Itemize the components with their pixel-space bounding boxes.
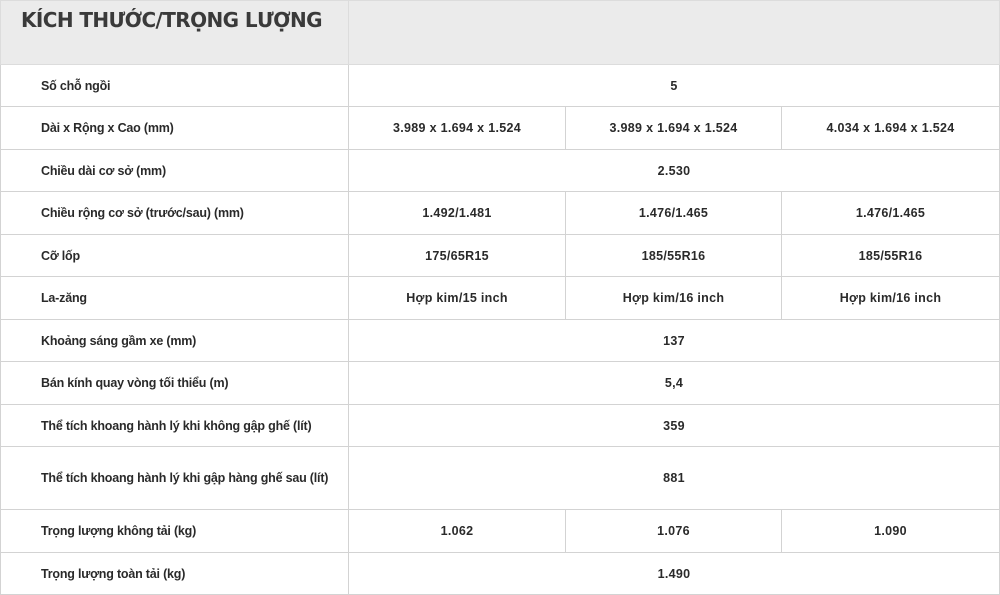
spec-row: [1, 447, 1000, 510]
spec-value: Hợp kim/15 inch: [349, 277, 566, 320]
spec-value: 137: [349, 320, 1000, 362]
section-header-fill: [349, 1, 1000, 65]
spec-value: 185/55R16: [782, 235, 1000, 277]
spec-row: [1, 277, 1000, 320]
section-title: KÍCH THƯỚC/TRỌNG LƯỢNG: [1, 1, 349, 65]
spec-value: 1.062: [349, 510, 566, 553]
spec-value: 1.090: [782, 510, 1000, 553]
spec-table-body: [1, 1, 1000, 595]
spec-label: Thể tích khoang hành lý khi không gập ghế (lít): [1, 405, 349, 447]
spec-value: Hợp kim/16 inch: [566, 277, 782, 320]
spec-value: 359: [349, 405, 1000, 447]
section-header-row: [1, 1, 1000, 65]
spec-row: [1, 192, 1000, 235]
spec-label: Chiều dài cơ sở (mm): [1, 150, 349, 192]
spec-row: [1, 553, 1000, 595]
spec-row: [1, 362, 1000, 405]
spec-row: [1, 510, 1000, 553]
spec-value: 175/65R15: [349, 235, 566, 277]
spec-value: 5,4: [349, 362, 1000, 405]
spec-value: Hợp kim/16 inch: [782, 277, 1000, 320]
spec-row: [1, 405, 1000, 447]
spec-value: 1.476/1.465: [566, 192, 782, 235]
spec-value: 4.034 x 1.694 x 1.524: [782, 107, 1000, 150]
spec-row: [1, 150, 1000, 192]
spec-label: Khoảng sáng gầm xe (mm): [1, 320, 349, 362]
spec-value: 185/55R16: [566, 235, 782, 277]
spec-label: La-zăng: [1, 277, 349, 320]
spec-label: Dài x Rộng x Cao (mm): [1, 107, 349, 150]
spec-row: [1, 320, 1000, 362]
spec-label: Thể tích khoang hành lý khi gập hàng ghế sau (lít): [1, 447, 349, 510]
spec-label: Trọng lượng toàn tải (kg): [1, 553, 349, 595]
spec-label: Bán kính quay vòng tối thiểu (m): [1, 362, 349, 405]
spec-value: 3.989 x 1.694 x 1.524: [349, 107, 566, 150]
spec-value: 1.490: [349, 553, 1000, 595]
spec-value: 1.492/1.481: [349, 192, 566, 235]
spec-value: 1.476/1.465: [782, 192, 1000, 235]
spec-label: Số chỗ ngồi: [1, 65, 349, 107]
spec-row: [1, 107, 1000, 150]
spec-value: 3.989 x 1.694 x 1.524: [566, 107, 782, 150]
spec-value: 1.076: [566, 510, 782, 553]
spec-label: Cỡ lốp: [1, 235, 349, 277]
spec-value: 5: [349, 65, 1000, 107]
spec-label: Chiều rộng cơ sở (trước/sau) (mm): [1, 192, 349, 235]
spec-label: Trọng lượng không tải (kg): [1, 510, 349, 553]
spec-row: [1, 235, 1000, 277]
spec-value: 2.530: [349, 150, 1000, 192]
spec-value: 881: [349, 447, 1000, 510]
spec-row: [1, 65, 1000, 107]
